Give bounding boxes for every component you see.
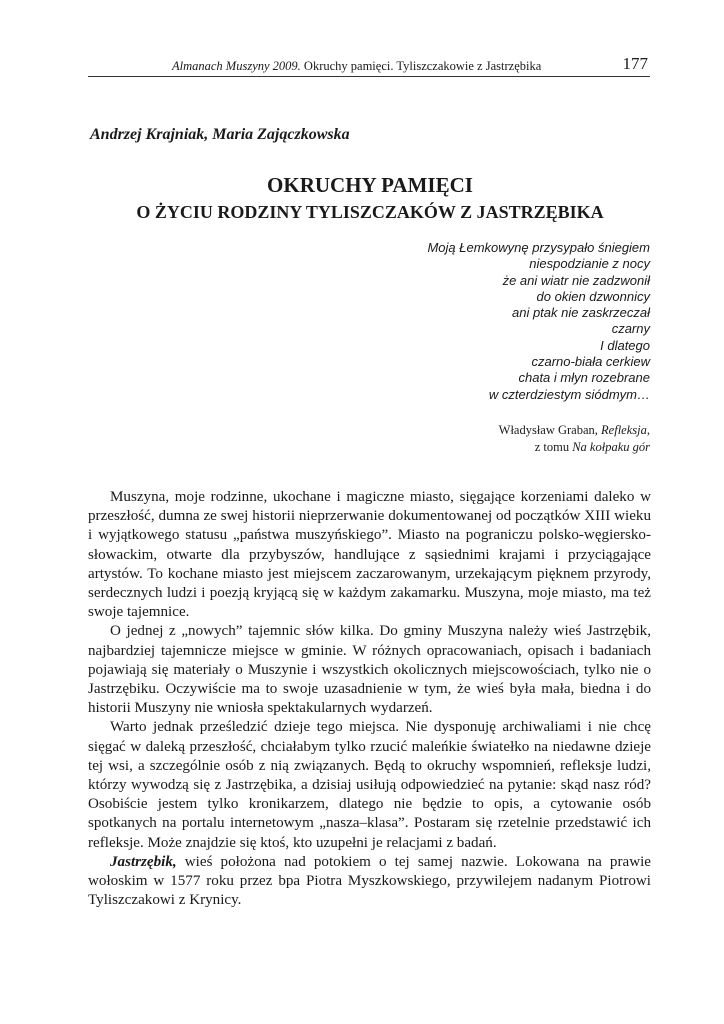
journal-name: Almanach Muszyny 2009. — [172, 59, 301, 73]
epigraph-line: czarno-biała cerkiew — [531, 354, 650, 370]
attribution-volume-line — [330, 439, 650, 456]
body-paragraph: Muszyna, moje rodzinne, ukochane i magiczne miasto, sięgające korzeniami daleko w przeszłość, dumna ze swej historii nieprzerwanie dokumentowanej od początków XIII wieku i wyjątkowego statusu „państwa muszyńskiego”. Miasto na pograniczu polsko-węgiersko-słowackim, otwarte dla przybyszów, handlujące z sąsiednimi krajami i przyciągające artystów. To kochane miasto jest miejscem zaczarowanym, urzekającym pięknem przyrody, serdecznych ludzi i poezją kryjącą się w każdym zakamarku. Muszyna, moje miasto, ma też swoje tajemnice. — [88, 489, 651, 621]
epigraph-line: ani ptak nie zaskrzeczał — [511, 305, 650, 321]
attribution-volume: Na kołpaku gór — [572, 440, 650, 454]
article-title: OKRUCHY PAMIĘCI — [267, 173, 473, 197]
running-article-title: Okruchy pamięci. Tyliszczakowie z Jastrzębika — [303, 59, 542, 73]
epigraph-poem — [330, 240, 650, 403]
epigraph-line: w czterdziestym siódmym… — [488, 386, 650, 402]
body-paragraph: Warto jednak prześledzić dzieje tego miejsca. Nie dysponuję archiwaliami i nie chcę sięgać w daleką przeszłość, chciałabym tylko rzucić maleńkie światełko na niedawne dzieje tej wsi, a szczególnie osób z nią związanych. Będą to okruchy wspomnień, refleksje ludzi, którzy wywodzą się z Jastrzębika, a dzisiaj usiłują odpowiedzieć na pytanie: skąd nasz ród? Osobiście jestem tylko kronikarzem, dlatego nie będzie to opis, a cytowanie osób spotkanych na portalu internetowym „nasza–klasa”. Postaram się rzetelnie przedstawić ich refleksje. Może znajdzie się ktoś, kto uzupełni je relacjami z badań. — [88, 719, 651, 851]
epigraph-line: niespodzianie z nocy — [529, 256, 650, 272]
article-subtitle: O ŻYCIU RODZINY TYLISZCZAKÓW Z JASTRZĘBIKA — [136, 202, 604, 222]
epigraph-line: do okien dzwonnicy — [536, 288, 650, 304]
page-number: 177 — [622, 54, 648, 73]
epigraph-line: że ani wiatr nie zadzwonił — [502, 272, 650, 288]
running-title — [172, 59, 541, 74]
epigraph-line: czarny — [611, 321, 650, 337]
article-authors: Andrzej Krajniak, Maria Zajączkowska — [90, 126, 350, 143]
paragraph-text: wieś położona nad potokiem o tej samej nazwie. Lokowana na prawie wołoskim w 1577 roku przez bpa Piotra Myszkowskiego, przywilejem nadanym Piotrowi Tyliszczakowi z Krynicy. — [88, 853, 651, 909]
body-paragraph — [88, 853, 651, 911]
article-body — [88, 488, 651, 910]
attribution-author-line — [330, 422, 650, 439]
attribution-work: Refleksja — [601, 423, 647, 437]
epigraph-line: I dlatego — [600, 337, 650, 353]
epigraph-line: chata i młyn rozebrane — [518, 370, 650, 386]
paragraph-lead-term: Jastrzębik, — [110, 853, 177, 870]
attribution-volume-prefix: z tomu — [534, 440, 573, 454]
epigraph-line: Moją Łemkowynę przysypało śniegiem — [427, 240, 650, 255]
attribution-work-suffix: , — [646, 423, 650, 437]
epigraph-attribution — [330, 422, 650, 456]
body-paragraph: O jednej z „nowych” tajemnic słów kilka. Do gminy Muszyna należy wieś Jastrzębik, najbardziej tajemnicze miejsce w gminie. W różnych opracowaniach, opisach i badaniach pojawiają się materiały o Muszynie i wszystkich okolicznych miejscowościach, tylko nie o Jastrzębiku. Oczywiście ma to swoje uzasadnienie w tym, że wieś była mała, biedna i do historii Muszyny nie wniosła spektakularnych wydarzeń. — [88, 623, 651, 717]
attribution-author: Władysław Graban, — [498, 423, 602, 437]
running-header — [88, 56, 650, 77]
